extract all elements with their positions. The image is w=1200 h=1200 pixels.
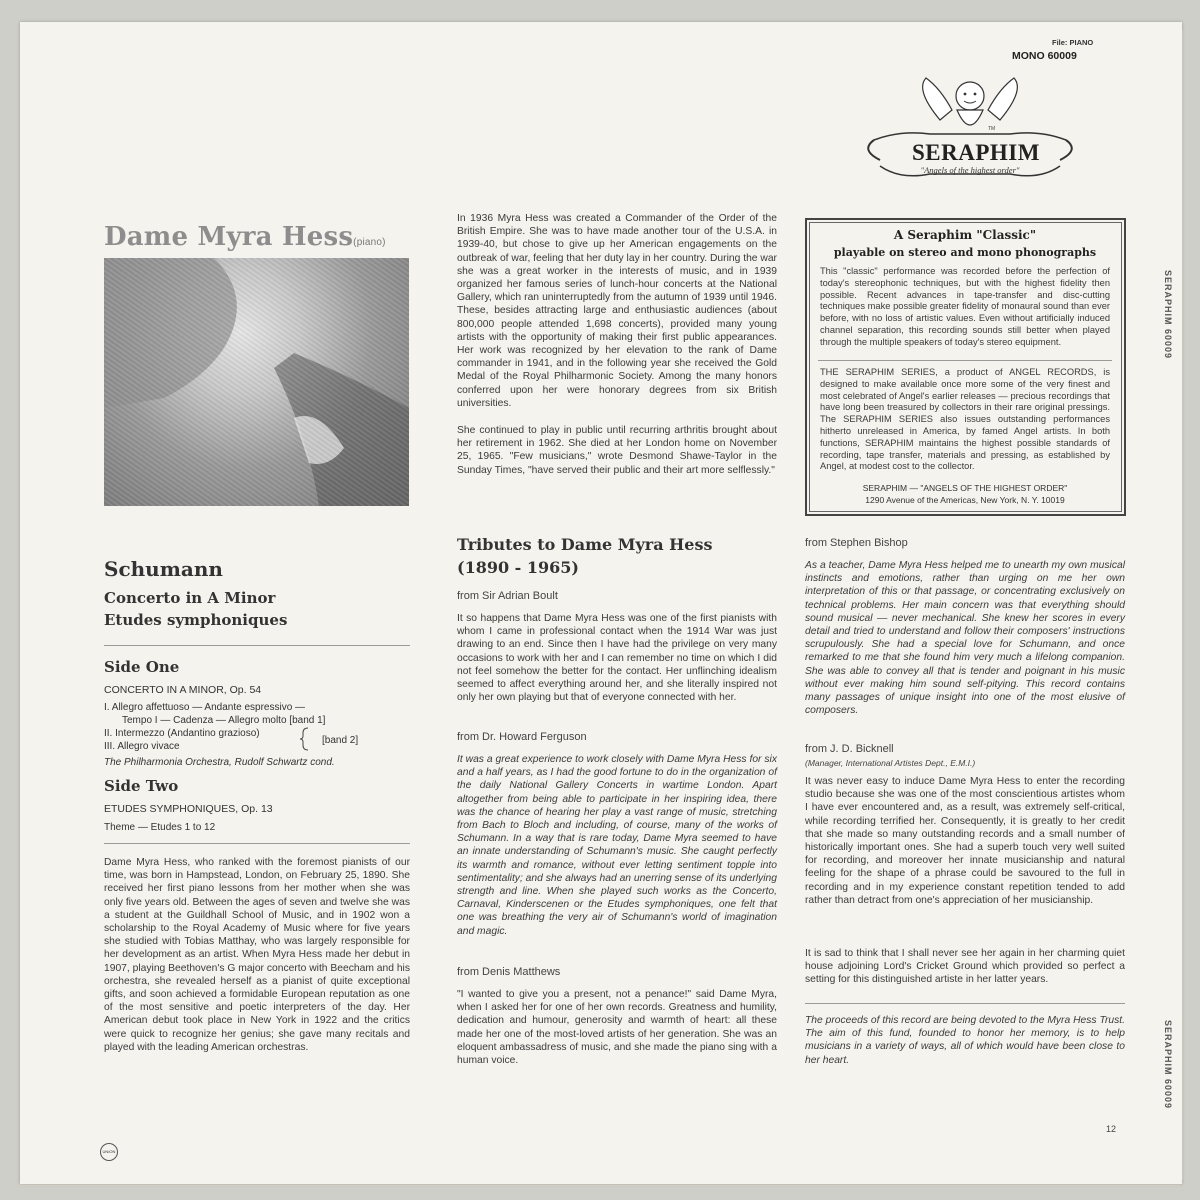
logo-name: SERAPHIM (912, 140, 1040, 165)
catalog-number: MONO 60009 (1012, 50, 1077, 62)
side-one-band-2: [band 2] (322, 735, 359, 746)
tribute-bicknell-2: It is sad to think that I shall never see her again in her charming quiet house adjoining Lord's Cricket Ground which provided so perfect a setting for this distinguished artiste in her latter years. (805, 948, 1125, 986)
tribute-bicknell-1: It was never easy to induce Dame Myra Hess to enter the recording studio because she was one of the most conscientious artistes whom I have ever encountered and, as a result, was extremely self-critical, while recording terrified her. Consequently, it is greatly to her credit that she made so many outstanding records and a small number of historically important ones. She had a superb touch very well suited for recording, and moreover her innate musicianship and natural feeling for the shape of a phrase could be savoured to the full in recording and in my experience constant repetition tended to add rather than detract from one's appreciation of her musicianship. (805, 776, 1125, 906)
composer-title: Schumann (104, 557, 223, 581)
tributes-years: (1890 - 1965) (457, 558, 579, 577)
program-divider (104, 645, 410, 646)
work-title-2: Etudes symphoniques (104, 611, 288, 629)
side-one-movement-3: III. Allegro vivace (104, 741, 180, 752)
tribute-matthews-from: from Denis Matthews (457, 966, 561, 978)
tribute-bicknell-from: from J. D. Bicknell (805, 743, 894, 755)
side-one-movement-1: I. Allegro affettuoso — Andante espressivo — (104, 702, 306, 713)
union-label-icon: UNION (100, 1143, 118, 1161)
bio-middle-paragraph-1: In 1936 Myra Hess was created a Commander of the Order of the British Empire. She was to have made another tour of the U.S.A. in 1939-40, but chose to give up her American engagements on the outbreak of war, feeling that her duty lay in her country. During the war she was a great worker in the interests of music, and in 1939 organized her famous series of lunch-hour concerts at the National Gallery, which ran uninterruptedly from the autumn of 1939 until 1946. These, besides attracting large and enthusiastic audiences (about 800,000 people attended 1,698 concerts), provided many young artists with the opportunity of making their first public appearances. Her work was recognized by her elevation to the rank of Dame commander in 1941, and in the following year she received the Gold Medal of the Royal Philharmonic Society. Among the many honors conferred upon her were honorary degrees from six British universities. (457, 213, 777, 409)
tribute-boult-from: from Sir Adrian Boult (457, 590, 558, 602)
side-one-credit: The Philharmonia Orchestra, Rudolf Schwartz cond. (104, 757, 335, 768)
side-two-heading: Side Two (104, 777, 179, 795)
side-one-title: CONCERTO IN A MINOR, Op. 54 (104, 684, 262, 696)
side-one-heading: Side One (104, 658, 180, 676)
classic-footer-2: 1290 Avenue of the Americas, New York, N. Y. 10019 (865, 495, 1065, 505)
tribute-boult: It so happens that Dame Myra Hess was one of the first pianists with whom I came in professional contact when the 1914 War was just drawing to an end. Since then I have had the privilege on very many occasions to work with her and I can remember no time on which I did not feel somehow the better for the contact. Her unflinching idealism seemed to affect everything around her, and she literally inspired not only her own playing but that of everyone connected with her. (457, 613, 777, 704)
brace-icon (300, 727, 312, 751)
artist-instrument: (piano) (353, 237, 386, 248)
work-title-1: Concerto in A Minor (104, 589, 276, 607)
artist-heading (104, 222, 386, 252)
tribute-ferguson-from: from Dr. Howard Ferguson (457, 731, 587, 743)
side-one-movement-1b: Tempo I — Cadenza — Allegro molto [band 1] (122, 715, 326, 726)
classic-footer-1: SERAPHIM — "ANGELS OF THE HIGHEST ORDER" (862, 483, 1068, 493)
page-number: 12 (1106, 1124, 1117, 1134)
side-two-detail: Theme — Etudes 1 to 12 (104, 822, 216, 833)
classic-divider (818, 360, 1112, 361)
classic-title-1: A Seraphim "Classic" (893, 228, 1037, 242)
artist-photo (104, 258, 409, 506)
tribute-bishop: As a teacher, Dame Myra Hess helped me to unearth my own musical instincts and emotions, rather than urging on me her own interpretation of this or that passage, or concentrating exclusively on technical problems. Her main concern was that everything should sound musical — never mechanical. She knew her scores in every detail and tried to understand and follow their composers' instructions scrupulously. She had a special love for Schumann, and once remarked to me that she found him very much a lifelong companion. She was able to convey all that is tender and poignant in his music without ever making him sound self-pitying. This record contains many passages of unique insight into one of the most elusive of composers. (805, 560, 1125, 717)
side-two-divider (104, 843, 410, 844)
tribute-ferguson: It was a great experience to work closely with Dame Myra Hess for six and a half years, as I had the good fortune to do in the organization of the daily National Gallery Concerts in wartime London. Apart altogether from being able to participate in her inspiring idea, there was the chance of hearing her play a vast range of music, stretching from Bach to Bloch and including, of course, many of the works of Schumann. In a way that is rare today, Dame Myra seemed to have an innate understanding of Schumann's music. She caught perfectly its warmth and romance, without ever letting sentiment topple into sentimentality; and she always had an unerring sense of its underlying strength and line. When she played such works as the Concerto, Carnaval, Kinderscenen or the Etudes symphoniques, one felt that one was breathing the very air of Schumann's world of imagination and magic. (457, 754, 777, 937)
side-two-title: ETUDES SYMPHONIQUES, Op. 13 (104, 803, 273, 815)
tribute-matthews: "I wanted to give you a present, not a penance!" said Dame Myra, when I asked her for one of her own records. Greatness and humility, dedication and humour, generosity and warmth of heart: all these made her one of the most-loved artists of her generation. She was an eloquent ambassadress of music, and she made the piano sing with a human voice. (457, 989, 777, 1067)
artist-name: Dame Myra Hess (104, 222, 354, 252)
trust-divider (805, 1003, 1125, 1004)
bio-left: Dame Myra Hess, who ranked with the foremost pianists of our time, was born in Hampstead, London, on February 25, 1890. She received her first piano lessons from her mother when she was only five years old. Between the ages of seven and twelve she was a student at the Guildhall School of Music, and in 1902 won a scholarship to the Royal Academy of Music where for five years she studied with Tobias Matthay, who was largely responsible for her development as an artist. When Myra Hess made her debut in 1907, playing Beethoven's G major concerto with Beecham and his orchestra, she revealed herself as a pianist of quite exceptional gifts, and soon achieved a formidable European reputation as one of the most sensitive and poetic interpreters of the day. Her American debut took place in New York in 1922 and the critics were quick to recognize her genius; she gave many recitals and played with the leading American orchestras. (104, 857, 410, 1053)
tributes-heading: Tributes to Dame Myra Hess (457, 535, 713, 554)
tribute-bicknell-role: (Manager, International Artistes Dept., E.M.I.) (805, 758, 976, 768)
seraphim-logo (860, 70, 1080, 185)
classic-text: This "classic" performance was recorded before the perfection of today's stereophonic techniques, but with the highest fidelity then possible. Recent advances in tape-transfer and disc-cutting techniques make possible greater fidelity of monaural sound than ever before, with no loss of artistic values. Even without artificially induced channel separation, this recording sounds still better when played through the multiple speakers of today's stereo equipment. (820, 266, 1110, 347)
tribute-bishop-from: from Stephen Bishop (805, 537, 908, 549)
spine-text-top: SERAPHIM 60009 (1163, 270, 1173, 360)
catalog-file: File: PIANO (1052, 38, 1094, 47)
spine-text-bottom: SERAPHIM 60009 (1163, 1020, 1173, 1110)
trust-note: The proceeds of this record are being devoted to the Myra Hess Trust. The aim of this fund, founded to honor her memory, is to help musicians in a variety of ways, all of which would have been close to her heart. (805, 1015, 1125, 1066)
side-one-movement-2: II. Intermezzo (Andantino grazioso) (104, 728, 260, 739)
logo-tagline: "Angels of the highest order" (920, 165, 1020, 175)
classic-series-text: THE SERAPHIM SERIES, a product of ANGEL RECORDS, is designed to make available once more some of the very finest and most celebrated of Angel's earlier releases — precious recordings that have long been treasured by collectors in their rare original pressings. The SERAPHIM SERIES also issues outstanding performances hitherto unreleased in America, by famed Angel artists. In both functions, SERAPHIM maintains the highest possible standards of recording, tape transfer, materials and pressing, as established by Angel, at modest cost to the collector. (820, 367, 1110, 472)
classic-title-2: playable on stereo and mono phonographs (833, 246, 1097, 259)
bio-middle-paragraph-2: She continued to play in public until recurring arthritis brought about her retirement in 1962. She died at her London home on November 25, 1965. "Few musicians," wrote Desmond Shawe-Taylor in the Sunday Times, "have served their public and their art more selflessly." (457, 425, 777, 476)
logo-trademark: TM (988, 126, 996, 132)
pianist-silhouette-icon (104, 258, 409, 506)
